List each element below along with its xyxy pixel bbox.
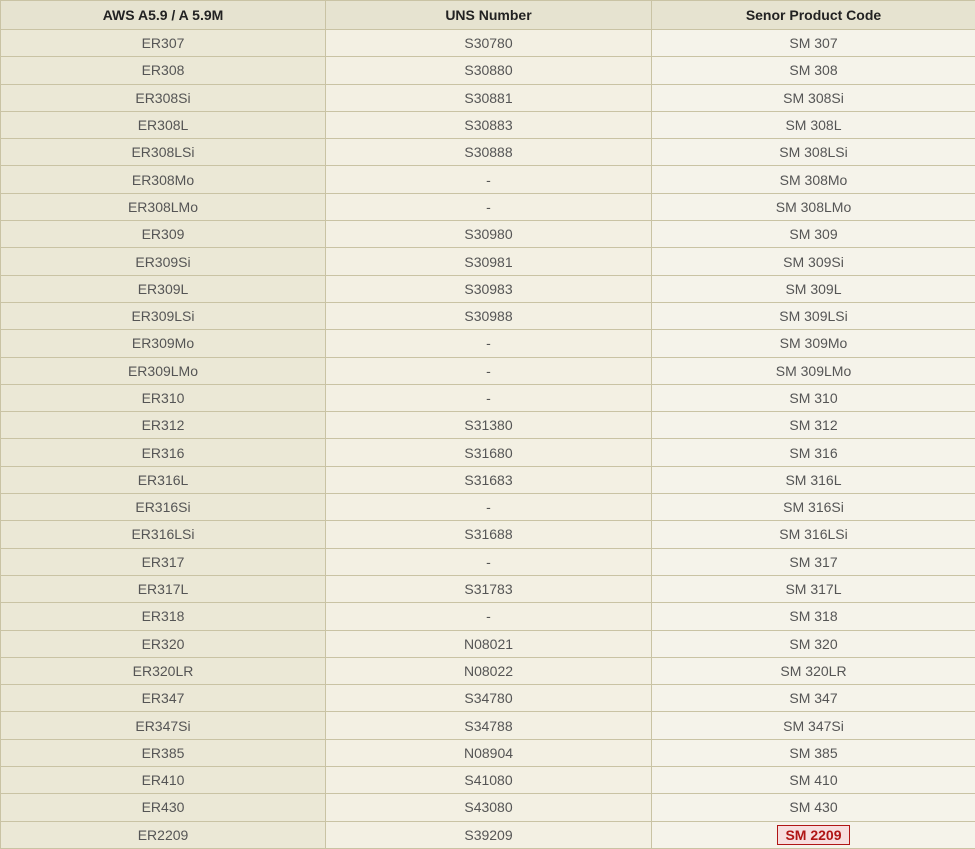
table-row	[1, 685, 975, 712]
aws-classification-cell: ER318	[1, 603, 326, 630]
product-code-cell	[652, 821, 975, 848]
product-code-cell: SM 385	[652, 739, 975, 766]
product-code-cell: SM 309LMo	[652, 357, 975, 384]
aws-classification-cell: ER317L	[1, 575, 326, 602]
table-row	[1, 630, 975, 657]
table-row	[1, 521, 975, 548]
product-code-cell: SM 317	[652, 548, 975, 575]
product-code-cell: SM 309Mo	[652, 330, 975, 357]
product-code-cell: SM 410	[652, 767, 975, 794]
uns-number-cell: S30881	[326, 84, 652, 111]
uns-number-cell: -	[326, 548, 652, 575]
table-row	[1, 494, 975, 521]
table-body	[1, 30, 975, 849]
product-code-cell: SM 309LSi	[652, 302, 975, 329]
table-row	[1, 821, 975, 848]
uns-number-cell: N08904	[326, 739, 652, 766]
aws-classification-cell: ER308Si	[1, 84, 326, 111]
product-code-cell: SM 347Si	[652, 712, 975, 739]
product-code-cell: SM 308Si	[652, 84, 975, 111]
aws-classification-cell: ER309	[1, 221, 326, 248]
product-code-cell: SM 307	[652, 30, 975, 57]
aws-classification-cell: ER347Si	[1, 712, 326, 739]
product-code-cell: SM 308Mo	[652, 166, 975, 193]
uns-number-cell: S30988	[326, 302, 652, 329]
product-code-cell: SM 309	[652, 221, 975, 248]
uns-number-cell: -	[326, 603, 652, 630]
aws-classification-cell: ER307	[1, 30, 326, 57]
aws-classification-cell: ER308L	[1, 111, 326, 138]
column-header-product-code: Senor Product Code	[652, 1, 975, 30]
uns-number-cell: S30980	[326, 221, 652, 248]
product-code-cell: SM 312	[652, 412, 975, 439]
aws-classification-cell: ER317	[1, 548, 326, 575]
column-header-uns: UNS Number	[326, 1, 652, 30]
table-row	[1, 166, 975, 193]
aws-classification-cell: ER316	[1, 439, 326, 466]
product-code-cell: SM 316L	[652, 466, 975, 493]
uns-number-cell: S30883	[326, 111, 652, 138]
aws-classification-cell: ER385	[1, 739, 326, 766]
product-code-cell: SM 317L	[652, 575, 975, 602]
uns-number-cell: S31380	[326, 412, 652, 439]
table-row	[1, 603, 975, 630]
aws-classification-cell: ER430	[1, 794, 326, 821]
uns-number-cell: N08022	[326, 657, 652, 684]
product-code-cell: SM 308LMo	[652, 193, 975, 220]
table-row	[1, 139, 975, 166]
aws-classification-cell: ER309L	[1, 275, 326, 302]
product-code-cell: SM 430	[652, 794, 975, 821]
table-row	[1, 466, 975, 493]
aws-classification-cell: ER320LR	[1, 657, 326, 684]
aws-classification-cell: ER347	[1, 685, 326, 712]
table-row	[1, 357, 975, 384]
table-row	[1, 275, 975, 302]
table-row	[1, 330, 975, 357]
uns-number-cell: S30983	[326, 275, 652, 302]
product-code-cell: SM 308	[652, 57, 975, 84]
uns-number-cell: -	[326, 193, 652, 220]
product-code-cell: SM 347	[652, 685, 975, 712]
uns-number-cell: S30880	[326, 57, 652, 84]
uns-number-cell: -	[326, 166, 652, 193]
aws-classification-cell: ER308LMo	[1, 193, 326, 220]
uns-number-cell: S31688	[326, 521, 652, 548]
uns-number-cell: -	[326, 384, 652, 411]
uns-number-cell: S34788	[326, 712, 652, 739]
aws-classification-cell: ER309LSi	[1, 302, 326, 329]
product-code-cell: SM 308LSi	[652, 139, 975, 166]
table-row	[1, 439, 975, 466]
uns-number-cell: N08021	[326, 630, 652, 657]
column-header-aws: AWS A5.9 / A 5.9M	[1, 1, 326, 30]
table-row	[1, 384, 975, 411]
product-code-cell: SM 316	[652, 439, 975, 466]
aws-classification-cell: ER309Si	[1, 248, 326, 275]
product-code-cell: SM 310	[652, 384, 975, 411]
aws-classification-cell: ER312	[1, 412, 326, 439]
product-code-cell: SM 318	[652, 603, 975, 630]
product-code-cell: SM 320LR	[652, 657, 975, 684]
product-code-cell: SM 316Si	[652, 494, 975, 521]
product-code-cell: SM 320	[652, 630, 975, 657]
uns-number-cell: S30981	[326, 248, 652, 275]
aws-classification-cell: ER308	[1, 57, 326, 84]
uns-number-cell: S43080	[326, 794, 652, 821]
table-row	[1, 575, 975, 602]
aws-classification-cell: ER309LMo	[1, 357, 326, 384]
aws-classification-cell: ER308Mo	[1, 166, 326, 193]
aws-classification-cell: ER310	[1, 384, 326, 411]
table-row	[1, 794, 975, 821]
table-row	[1, 739, 975, 766]
aws-classification-cell: ER316LSi	[1, 521, 326, 548]
uns-number-cell: S31683	[326, 466, 652, 493]
uns-number-cell: S30888	[326, 139, 652, 166]
uns-number-cell: S34780	[326, 685, 652, 712]
product-code-cell: SM 309Si	[652, 248, 975, 275]
table-row	[1, 657, 975, 684]
table-row	[1, 548, 975, 575]
uns-number-cell: -	[326, 494, 652, 521]
table-row	[1, 57, 975, 84]
uns-number-cell: S30780	[326, 30, 652, 57]
table-row	[1, 193, 975, 220]
aws-classification-cell: ER410	[1, 767, 326, 794]
table-row	[1, 767, 975, 794]
uns-number-cell: -	[326, 330, 652, 357]
table-header	[1, 1, 975, 30]
table-row	[1, 30, 975, 57]
aws-classification-cell: ER316L	[1, 466, 326, 493]
product-code-cell: SM 316LSi	[652, 521, 975, 548]
table-row	[1, 302, 975, 329]
table-row	[1, 111, 975, 138]
aws-classification-cell: ER308LSi	[1, 139, 326, 166]
table-row	[1, 221, 975, 248]
uns-number-cell: S31680	[326, 439, 652, 466]
aws-classification-cell: ER2209	[1, 821, 326, 848]
aws-classification-cell: ER320	[1, 630, 326, 657]
aws-classification-cell: ER316Si	[1, 494, 326, 521]
table-row	[1, 84, 975, 111]
highlighted-product-code: SM 2209	[777, 825, 849, 845]
uns-number-cell: S39209	[326, 821, 652, 848]
table-row	[1, 712, 975, 739]
uns-number-cell: S41080	[326, 767, 652, 794]
table-row	[1, 412, 975, 439]
header-row	[1, 1, 975, 30]
uns-number-cell: -	[326, 357, 652, 384]
product-code-cell: SM 309L	[652, 275, 975, 302]
uns-number-cell: S31783	[326, 575, 652, 602]
product-code-cell: SM 308L	[652, 111, 975, 138]
table-row	[1, 248, 975, 275]
aws-classification-cell: ER309Mo	[1, 330, 326, 357]
